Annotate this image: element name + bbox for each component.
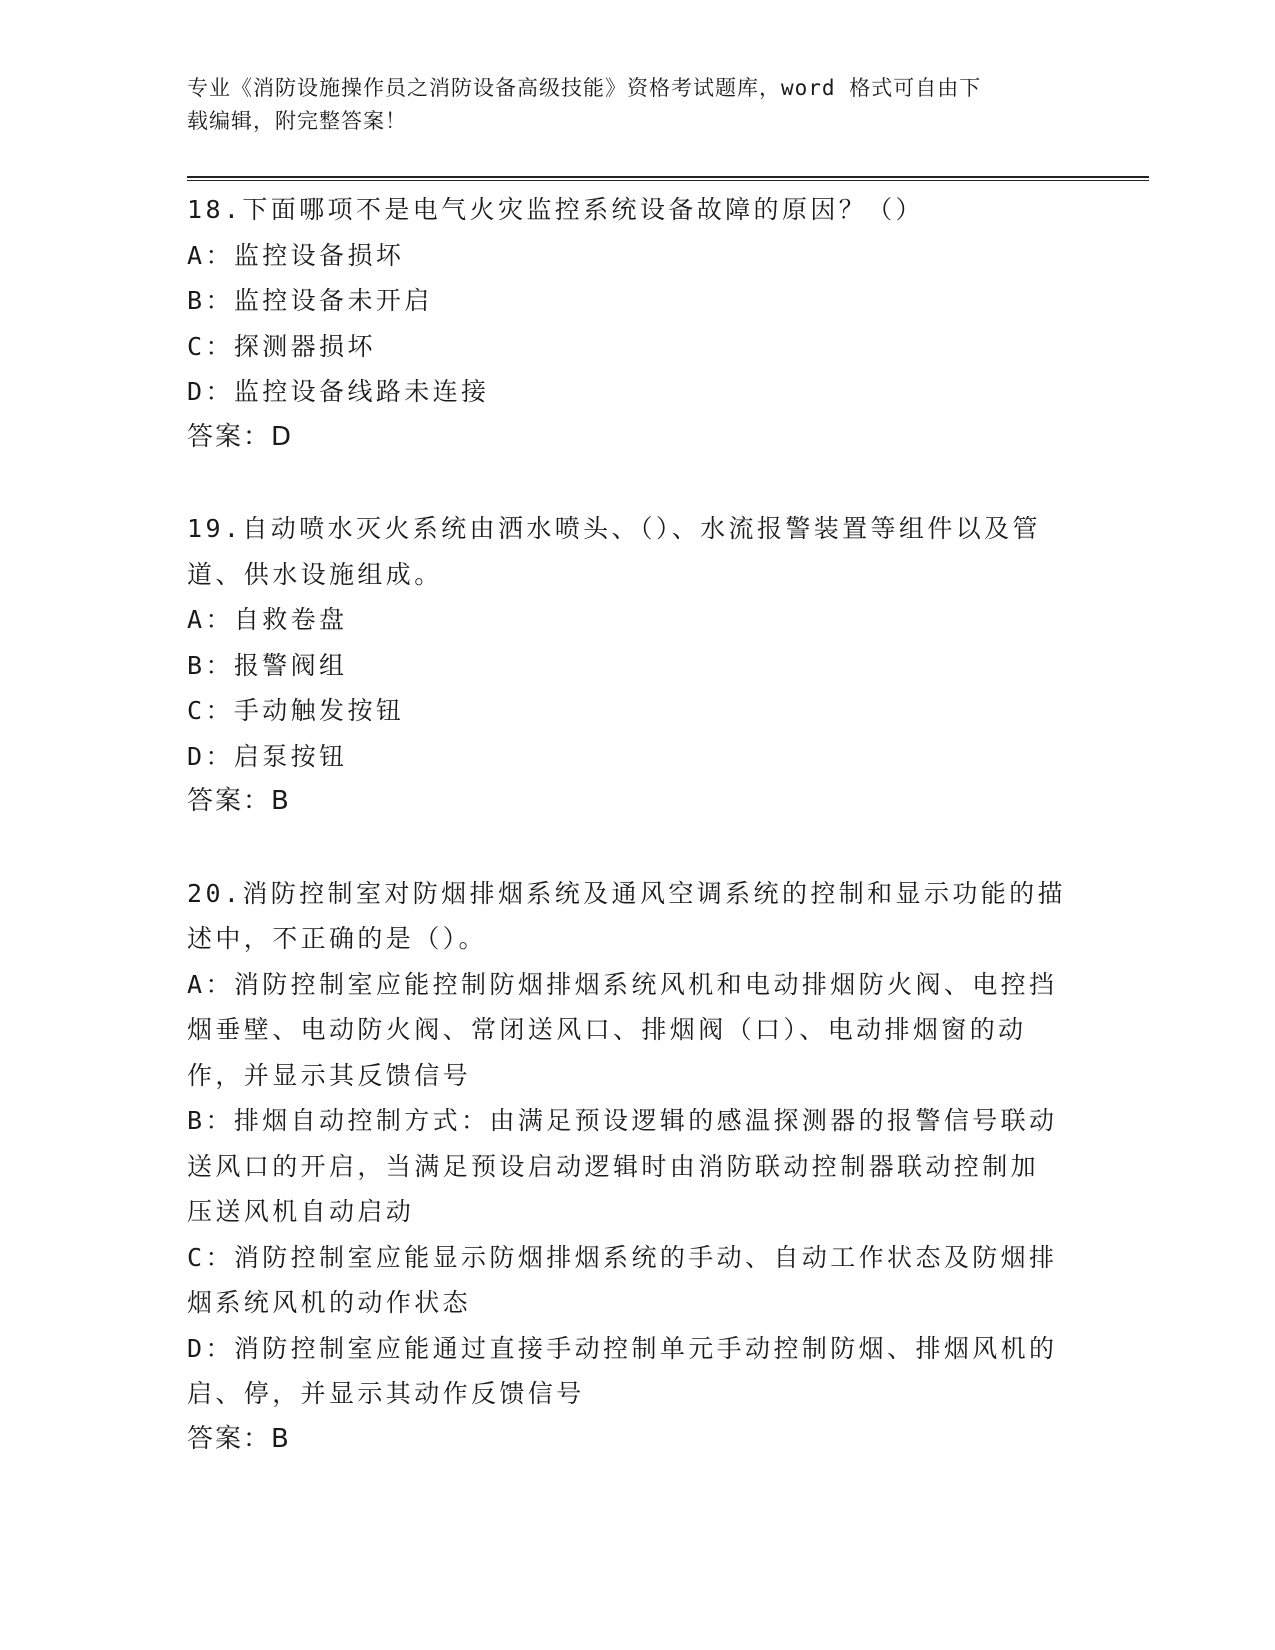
option-b: B：排烟自动控制方式：由满足预设逻辑的感温探测器的报警信号联动 xyxy=(187,1106,1058,1135)
option-a: A：自救卷盘 xyxy=(187,605,348,634)
option-a-continued: 烟垂壁、电动防火阀、常闭送风口、排烟阀（口）、电动排烟窗的动 xyxy=(187,1015,1027,1044)
document-header xyxy=(187,72,1067,138)
question-stem: 18.下面哪项不是电气火灾监控系统设备故障的原因？（） xyxy=(187,195,924,224)
option-a: A：监控设备损坏 xyxy=(187,240,405,270)
answer-line: 答案：D xyxy=(187,421,294,452)
header-line-2: 载编辑，附完整答案！ xyxy=(187,109,407,133)
answer-line: 答案：B xyxy=(187,1423,291,1454)
header-divider xyxy=(187,176,1149,181)
option-c: C：手动触发按钮 xyxy=(187,696,405,725)
question-18 xyxy=(187,187,1087,460)
option-c-continued: 烟系统风机的动作状态 xyxy=(187,1288,472,1317)
option-b: B：监控设备未开启 xyxy=(187,286,433,315)
option-c: C：探测器损坏 xyxy=(187,331,376,361)
question-stem: 19.自动喷水灭火系统由洒水喷头、（）、水流报警装置等组件以及管 xyxy=(187,514,1041,543)
option-a: A：消防控制室应能控制防烟排烟系统风机和电动排烟防火阀、电控挡 xyxy=(187,969,1058,999)
option-d: D：启泵按钮 xyxy=(187,741,348,771)
option-d-continued: 启、停，并显示其动作反馈信号 xyxy=(187,1379,585,1408)
question-list xyxy=(187,187,1087,1508)
option-c: C：消防控制室应能显示防烟排烟系统的手动、自动工作状态及防烟排 xyxy=(187,1242,1058,1272)
option-b-continued: 压送风机自动启动 xyxy=(187,1197,415,1226)
answer-line: 答案：B xyxy=(187,786,291,816)
option-b: B：报警阀组 xyxy=(187,650,348,680)
option-a-continued: 作，并显示其反馈信号 xyxy=(187,1060,472,1090)
option-d: D：消防控制室应能通过直接手动控制单元手动控制防烟、排烟风机的 xyxy=(187,1333,1058,1363)
header-line-1: 专业《消防设施操作员之消防设备高级技能》资格考试题库，word 格式可自由下 xyxy=(187,76,982,100)
question-20 xyxy=(187,871,1087,1463)
question-stem-continued: 道、供水设施组成。 xyxy=(187,559,443,589)
option-b-continued: 送风口的开启，当满足预设启动逻辑时由消防联动控制器联动控制加 xyxy=(187,1151,1040,1181)
question-19 xyxy=(187,506,1087,825)
option-d: D：监控设备线路未连接 xyxy=(187,377,490,406)
question-stem: 20.消防控制室对防烟排烟系统及通风空调系统的控制和显示功能的描 xyxy=(187,878,1066,908)
question-stem-continued: 述中，不正确的是（）。 xyxy=(187,924,487,953)
